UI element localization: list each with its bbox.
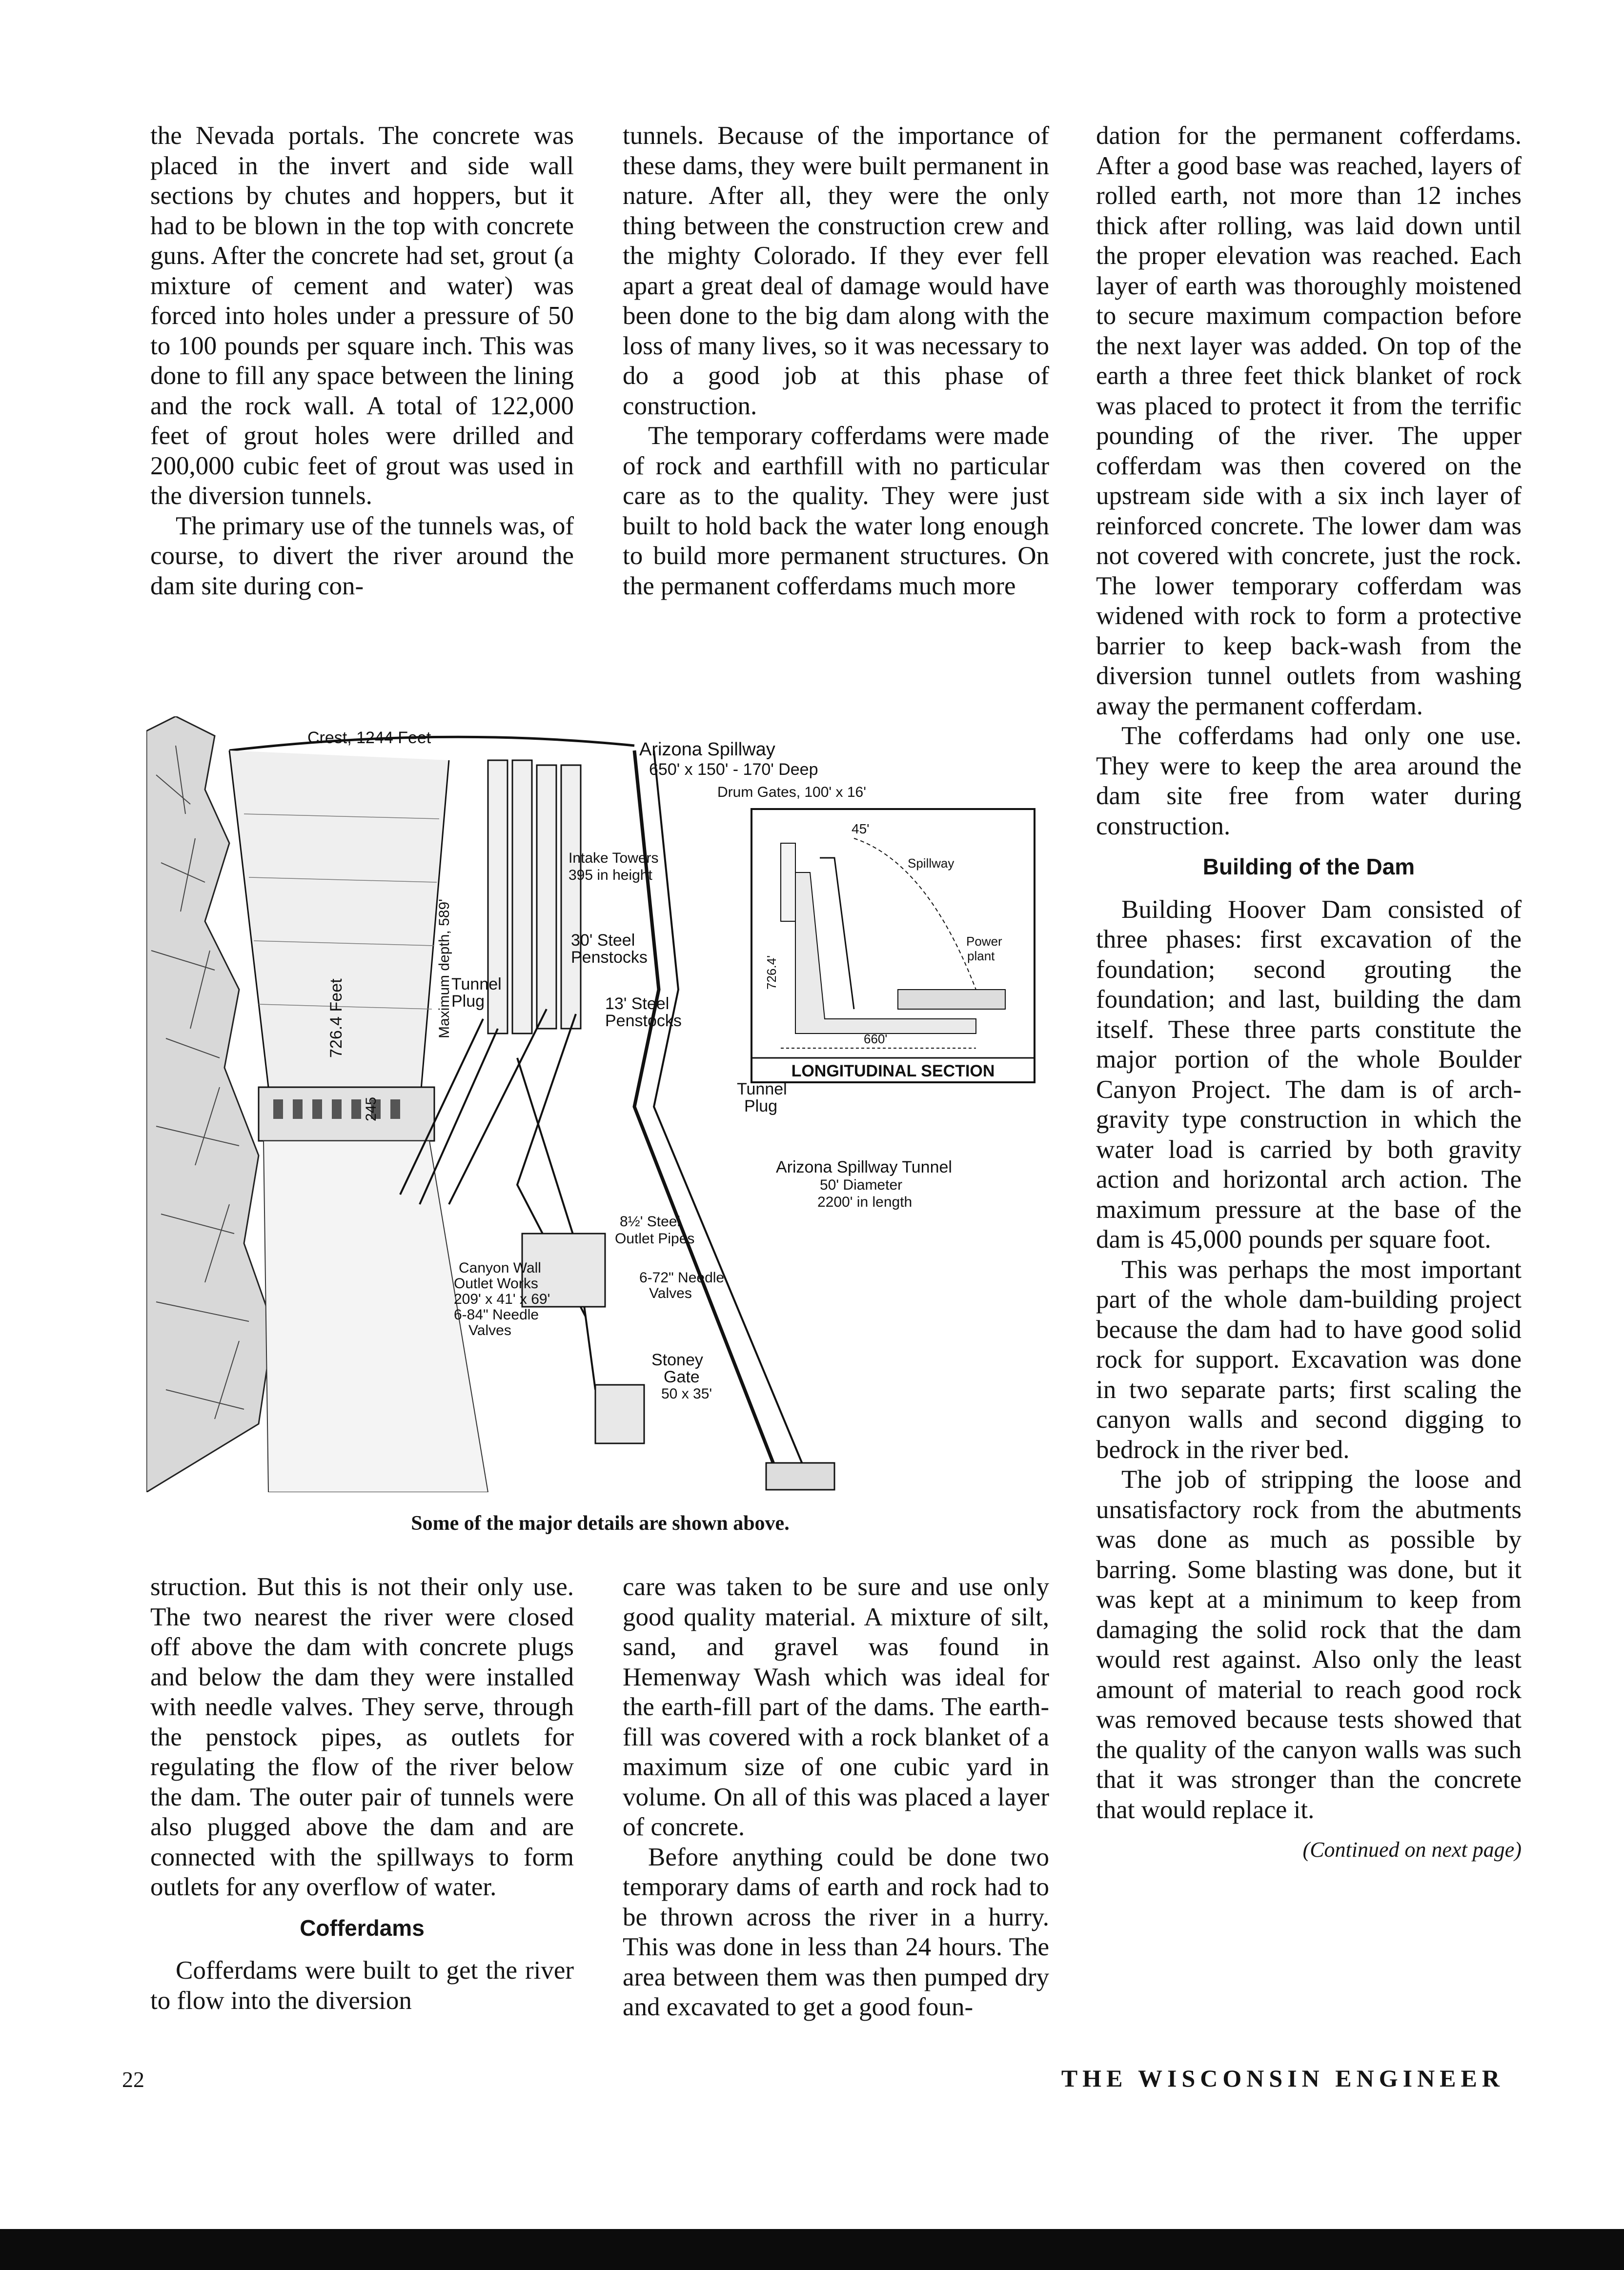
column-1-top bbox=[150, 121, 574, 601]
dam-crest bbox=[229, 737, 634, 750]
continued-note: (Continued on next page) bbox=[1302, 1838, 1522, 1862]
stoney-gate-label-3: 50 x 35' bbox=[661, 1386, 712, 1402]
tunnel-plug-right: Tunnel bbox=[737, 1080, 787, 1098]
drum-gates-label: Drum Gates, 100' x 16' bbox=[717, 784, 866, 800]
column-3 bbox=[1096, 121, 1522, 1865]
paragraph: Before anything could be done two temporary dams of earth and rock had to be thrown across the river in a hurry. This was done in less than 24 hours. The area between them was then pumped dry and excavated to get a good foun- bbox=[623, 1843, 1049, 2021]
inset-45-label: 45' bbox=[852, 821, 870, 836]
column-2-bottom bbox=[623, 1572, 1049, 2023]
page-number: 22 bbox=[122, 2067, 144, 2092]
paragraph: the Nevada portals. The concrete was placed in the invert and side wall sections by chutes and hoppers, but it had to be blown in the top with concrete guns. After the concrete had set, grout (a mixture of cement and water) was forced into holes under a pressure of 50 to 100 pounds per square inch. This was done to fill any space between the lining and the rock wall. A total of 122,000 feet of grout holes were drilled and 200,000 cubic feet of grout was used in the diversion tunnels. bbox=[150, 122, 574, 510]
paragraph: struction. But this is not their only use. The two nearest the river were closed off above the dam with concrete plugs and below the dam they were installed with needle valves. They serve, through the penstock pipes, as outlets for regulating the flow of the river below the dam. The outer pair of tunnels were also plugged above the dam and are connected with the spillways to form outlets for any overflow of water. bbox=[150, 1573, 574, 1901]
inset-height-label: 726.4' bbox=[764, 955, 779, 990]
outlet-pipes-label: 8½' Steel bbox=[620, 1214, 681, 1230]
stoney-gate-label: Stoney bbox=[651, 1351, 703, 1369]
figure-caption: Some of the major details are shown above. bbox=[411, 1512, 790, 1535]
column-1-bottom bbox=[150, 1572, 574, 2016]
tunnel-plug-right-2: Plug bbox=[744, 1097, 778, 1115]
section-heading-building-dam: Building of the Dam bbox=[1202, 854, 1415, 879]
paragraph: The job of stripping the loose and unsatisfactory rock from the abutments was done as much as possible by barring. Some blasting was done, but it was kept at a minimum to keep from damaging the solid rock that the dam would rest against. Also only the least amount of material to reach good rock was removed because tests showed that the quality of the canyon walls was such that it was stronger than the concrete that would replace it. bbox=[1096, 1465, 1522, 1824]
az-tunnel-length: 2200' in length bbox=[817, 1194, 913, 1210]
az-tunnel-diameter: 50' Diameter bbox=[820, 1177, 903, 1193]
paragraph: Cofferdams were built to get the river to flow into the diversion bbox=[150, 1956, 574, 2015]
scan-border bbox=[0, 2229, 1624, 2270]
paragraph: tunnels. Because of the importance of these dams, they were built permanent in nature. After all, they were the only thing between the construction crew and the mighty Colorado. If they ever fell apart a great deal of damage would have been done to the big dam along with the loss of many lives, so it was necessary to do a good job at this phase of construction. bbox=[623, 122, 1049, 420]
intake-towers-label: Intake Towers bbox=[568, 850, 659, 866]
penstock-13-label: 13' Steel bbox=[605, 994, 670, 1013]
dam-cutaway-illustration bbox=[146, 716, 1054, 1492]
section-heading-cofferdams: Cofferdams bbox=[300, 1915, 425, 1941]
crest-label: Crest, 1244 Feet bbox=[307, 729, 431, 747]
base-width-label: 245 bbox=[363, 1096, 379, 1121]
column-2-top bbox=[623, 121, 1049, 601]
spillway-dims: 650' x 150' - 170' Deep bbox=[649, 760, 818, 779]
power-plant bbox=[259, 1087, 434, 1141]
canyon-label-4: 6-84" Needle bbox=[454, 1307, 539, 1323]
paragraph: dation for the permanent cofferdams. After a good base was reached, layers of rolled earth, not more than 12 inches thick after rolling, was laid down until the proper elevation was reached. Each layer of earth was thoroughly moistened to secure maximum compaction before the next layer was added. On top of the earth a three feet thick blanket of rock was placed to protect it from the terrific pounding of the river. The upper cofferdam was then covered on the upstream side with a six inch layer of reinforced concrete. The lower dam was not covered with concrete, just the rock. The lower temporary cofferdam was widened with rock to form a protective barrier to keep back-wash from the diversion tunnel outlets from washing away the permanent cofferdam. bbox=[1096, 122, 1522, 720]
canyon-label-5: Valves bbox=[468, 1322, 511, 1338]
penstock-13-label-2: Penstocks bbox=[605, 1012, 682, 1030]
tunnel-outlet bbox=[766, 1463, 834, 1490]
inset-power-label: Power bbox=[966, 934, 1002, 949]
penstock-30-label: 30' Steel bbox=[571, 931, 635, 950]
paragraph: Building Hoover Dam consisted of three phases: first excavation of the foundation; second grouting the foundation; and last, building the dam itself. These three parts constitute the major portion of the whole Boulder Canyon Project. The dam is of arch-gravity type construction in which the water load is carried by both gravity action and horizontal arch action. The maximum pressure at the base of the dam is 45,000 pounds per square foot. bbox=[1096, 895, 1522, 1254]
needle-72-label: 6-72" Needle bbox=[639, 1270, 725, 1286]
max-depth-label: Maximum depth, 589' bbox=[436, 899, 452, 1038]
paragraph: The cofferdams had only one use. They were to keep the area around the dam site free from water during construction. bbox=[1096, 722, 1522, 840]
stoney-gate-label-2: Gate bbox=[664, 1368, 700, 1386]
paragraph: The temporary cofferdams were made of rock and earthfill with no particular care as to the quality. They were just built to hold back the water long enough to build more permanent structures. On the permanent cofferdams much more bbox=[623, 422, 1049, 600]
journal-title: THE WISCONSIN ENGINEER bbox=[1061, 2065, 1504, 2092]
longitudinal-section-inset bbox=[751, 809, 1035, 1082]
spillway-title: Arizona Spillway bbox=[639, 739, 775, 760]
intake-towers bbox=[488, 760, 581, 1034]
canyon-label-3: 209' x 41' x 69' bbox=[454, 1291, 550, 1307]
canyon-label-2: Outlet Works bbox=[454, 1276, 538, 1292]
paragraph: care was taken to be sure and use only good quality material. A mixture of silt, sand, and gravel was found in Hemenway Wash which was ideal for the earth-fill part of the dams. The earth-fill was covered with a rock blanket of a maximum size of one cubic yard in volume. On all of this was placed a layer of concrete. bbox=[623, 1573, 1049, 1841]
intake-towers-height: 395 in height bbox=[568, 867, 652, 883]
tunnel-plug-left-2: Plug bbox=[451, 992, 485, 1011]
tunnel-plug-left: Tunnel bbox=[451, 975, 502, 993]
az-tunnel-label: Arizona Spillway Tunnel bbox=[776, 1158, 952, 1176]
canyon-label-1: Canyon Wall bbox=[459, 1260, 541, 1276]
stoney-gate bbox=[595, 1385, 644, 1443]
paragraph: The primary use of the tunnels was, of course, to divert the river around the dam site during con- bbox=[150, 511, 574, 600]
penstock-30-label-2: Penstocks bbox=[571, 948, 648, 967]
paragraph: This was perhaps the most important part of the whole dam-building project because the dam had to have good solid rock for support. Excavation was done in two separate parts; first scaling the canyon walls and second digging to bedrock in the river bed. bbox=[1096, 1255, 1522, 1464]
inset-plant-label: plant bbox=[967, 949, 995, 963]
inset-title: LONGITUDINAL SECTION bbox=[791, 1062, 995, 1080]
height-label: 726.4 Feet bbox=[327, 978, 345, 1058]
inset-660-label: 660' bbox=[864, 1032, 888, 1046]
needle-72-label-2: Valves bbox=[649, 1285, 692, 1301]
inset-spillway-label: Spillway bbox=[908, 856, 954, 871]
outlet-pipes-label-2: Outlet Pipes bbox=[615, 1231, 695, 1247]
